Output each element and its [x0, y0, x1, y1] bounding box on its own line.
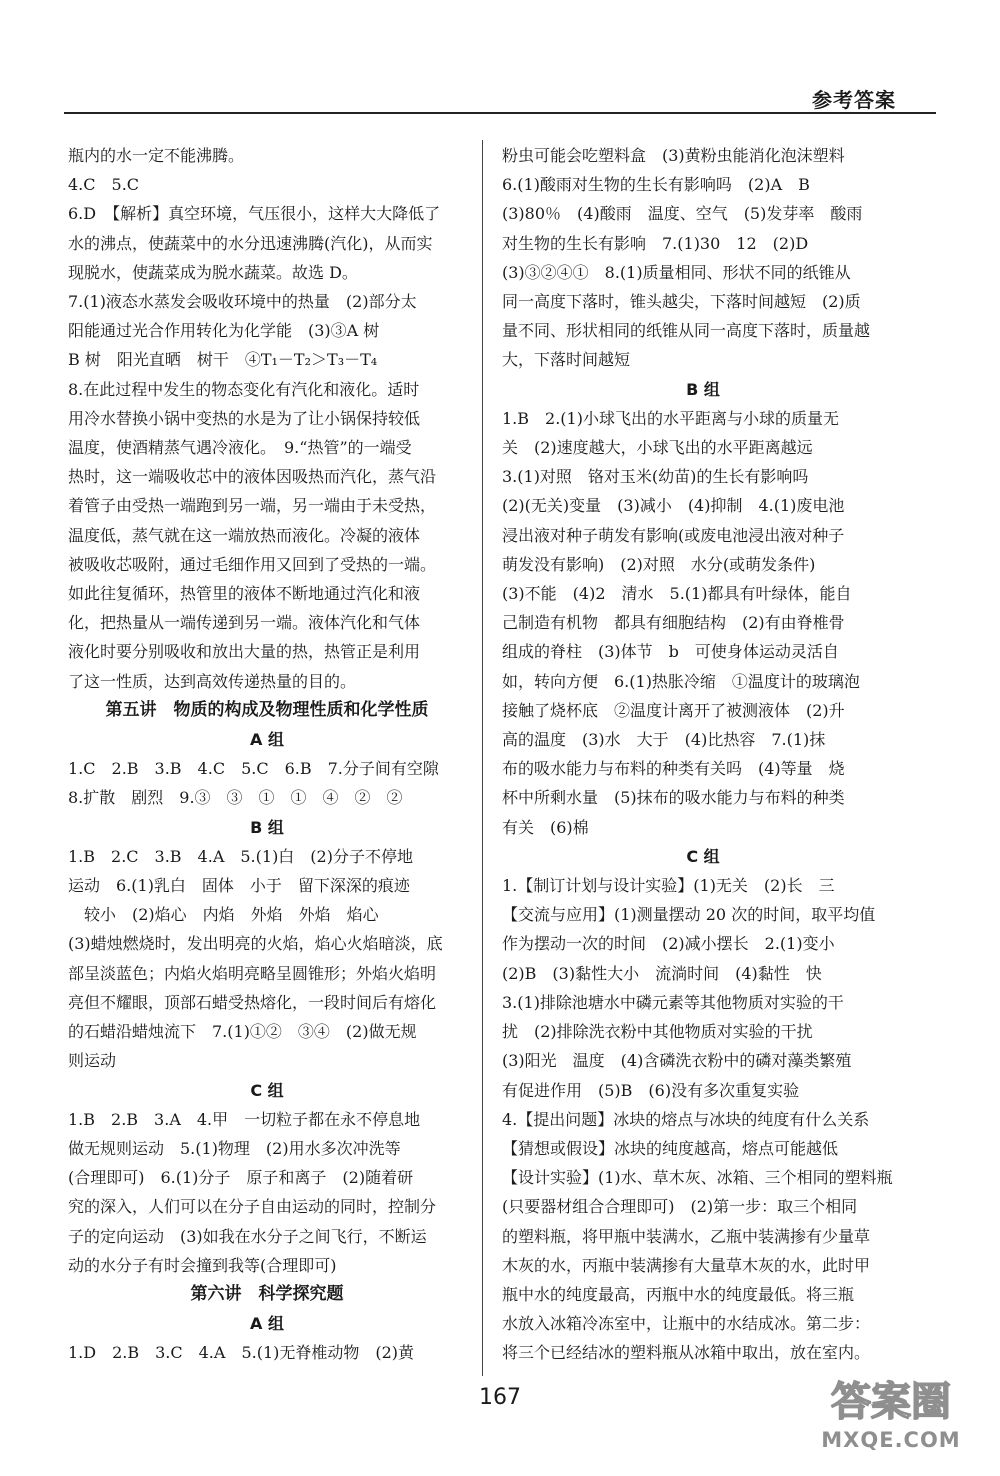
answer-line: 子的定向运动 (3)如我在水分子之间飞行，不断运 — [68, 1226, 427, 1246]
answer-line: 如，转向方便 6.(1)热胀冷缩 ①温度计的玻璃泡 — [502, 671, 860, 691]
answer-line: (2)(无关)变量 (3)减小 (4)抑制 4.(1)废电池 — [502, 496, 845, 516]
answer-line: (只要器材组合合理即可) (2)第一步：取三个相同 — [502, 1197, 858, 1217]
answer-line: 杯中所剩水量 (5)抹布的吸水能力与布料的种类 — [502, 788, 845, 808]
answer-line: 粉虫可能会吃塑料盒 (3)黄粉虫能消化泡沫塑料 — [502, 146, 845, 165]
answer-line: 做无规则运动 5.(1)物理 (2)用水多次冲洗等 — [68, 1138, 401, 1158]
answer-line: 亮但不耀眼，顶部石蜡受热熔化，一段时间后有熔化 — [68, 992, 437, 1012]
answer-line: (2)B (3)黏性大小 流淌时间 (4)黏性 快 — [502, 963, 822, 983]
answer-line: 1.B 2.(1)小球飞出的水平距离与小球的质量无 — [502, 408, 839, 428]
group-title: B 组 — [250, 817, 284, 837]
answer-line: (合理即可) 6.(1)分子 原子和离子 (2)随着研 — [68, 1168, 414, 1188]
answer-line: 1.B 2.C 3.B 4.A 5.(1)白 (2)分子不停地 — [68, 846, 413, 866]
answer-line: 萌发没有影响) (2)对照 水分(或萌发条件) — [502, 554, 816, 574]
group-title: C 组 — [686, 846, 720, 866]
watermark-logo — [816, 1376, 966, 1466]
answer-line: (3)80％ (4)酸雨 温度、空气 (5)发芽率 酸雨 — [502, 204, 863, 224]
answer-line: 有关 (6)棉 — [502, 817, 589, 837]
watermark-main-text: 答案圈 — [831, 1379, 951, 1425]
answer-line: 扰 (2)排除洗衣粉中其他物质对实验的干扰 — [502, 1022, 813, 1042]
answer-line: 部呈淡蓝色；内焰火焰明亮略呈圆锥形；外焰火焰明 — [68, 963, 437, 983]
answer-line: 瓶中水的纯度最高，丙瓶中水的纯度最低。将三瓶 — [502, 1284, 855, 1304]
answer-line: 8.扩散 剧烈 9.③ ③ ① ① ④ ② ② — [68, 788, 403, 808]
answer-line: 动的水分子有时会撞到我等(合理即可) — [68, 1255, 337, 1275]
answer-line: 化，把热量从一端传递到另一端。液体汽化和气体 — [68, 613, 421, 633]
column-divider — [482, 140, 483, 1376]
answer-line: (3)蜡烛燃烧时，发出明亮的火焰，焰心火焰暗淡，底 — [68, 934, 443, 954]
page-header-title: 参考答案 — [812, 88, 896, 112]
answer-line: (3)阳光 温度 (4)含磷洗衣粉中的磷对藻类繁殖 — [502, 1051, 852, 1071]
answer-line: 8.在此过程中发生的物态变化有汽化和液化。适时 — [68, 379, 420, 399]
answer-line: 同一高度下落时，锥头越尖，下落时间越短 (2)质 — [502, 292, 861, 312]
answer-line: 的塑料瓶，将甲瓶中装满水，乙瓶中装满掺有少量草 — [502, 1226, 871, 1246]
answer-line: 6.D 【解析】真空环境，气压很小，这样大大降低了 — [68, 204, 441, 224]
answer-line: B 树 阳光直晒 树干 ④T₁－T₂＞T₃－T₄ — [68, 350, 378, 370]
answer-line: 的石蜡沿蜡烛流下 7.(1)①② ③④ (2)做无规 — [68, 1022, 417, 1042]
answer-line: 【猜想或假设】冰块的纯度越高，熔点可能越低 — [502, 1138, 839, 1158]
answer-line: 水放入冰箱冷冻室中，让瓶中的水结成冰。第二步： — [502, 1314, 871, 1334]
answer-line: 浸出液对种子萌发有影响(或废电池浸出液对种子 — [502, 525, 845, 545]
answer-line: (3)不能 (4)2 清水 5.(1)都具有叶绿体，能自 — [502, 584, 852, 604]
answer-line: 有促进作用 (5)B (6)没有多次重复实验 — [502, 1080, 800, 1100]
answer-line: 布的吸水能力与布料的种类有关吗 (4)等量 烧 — [502, 759, 845, 779]
answer-line: 己制造有机物 都具有细胞结构 (2)有由脊椎骨 — [502, 613, 845, 633]
group-title: A 组 — [250, 1314, 284, 1334]
answer-line: 究的深入，人们可以在分子自由运动的同时，控制分 — [68, 1197, 437, 1217]
answer-line: 大，下落时间越短 — [502, 350, 631, 370]
right-column — [502, 141, 904, 1377]
group-title: C 组 — [250, 1080, 284, 1100]
answer-line: 1.C 2.B 3.B 4.C 5.C 6.B 7.分子间有空隙 — [68, 759, 439, 779]
answer-line: 7.(1)液态水蒸发会吸收环境中的热量 (2)部分太 — [68, 292, 417, 312]
answer-line: 温度，使酒精蒸气遇冷液化。 9.“热管”的一端受 — [68, 438, 412, 458]
answer-line: 组成的脊柱 (3)体节 b 可使身体运动灵活自 — [502, 642, 839, 662]
left-column — [68, 141, 466, 1377]
answer-line: 4.【提出问题】冰块的熔点与冰块的纯度有什么关系 — [502, 1109, 870, 1129]
answer-line: 则运动 — [68, 1051, 117, 1071]
answer-line: 3.(1)对照 铬对玉米(幼苗)的生长有影响吗 — [502, 467, 809, 487]
answer-line: 如此往复循环，热管里的液体不断地通过汽化和液 — [68, 584, 421, 604]
answer-line: 【交流与应用】(1)测量摆动 20 次的时间，取平均值 — [502, 905, 876, 925]
section-title: 第五讲 物质的构成及物理性质和化学性质 — [105, 699, 429, 720]
answer-line: 作为摆动一次的时间 (2)减小摆长 2.(1)变小 — [502, 934, 835, 954]
answer-line: 高的温度 (3)水 大于 (4)比热容 7.(1)抹 — [502, 730, 826, 750]
answer-line: 阳能通过光合作用转化为化学能 (3)③A 树 — [68, 321, 380, 341]
answer-line: 了这一性质，达到高效传递热量的目的。 — [68, 671, 357, 691]
answer-line: 木灰的水，丙瓶中装满掺有大量草木灰的水，此时甲 — [502, 1255, 871, 1275]
answer-line: 现脱水，使蔬菜成为脱水蔬菜。故选 D。 — [68, 262, 358, 282]
answer-line: 3.(1)排除池塘水中磷元素等其他物质对实验的干 — [502, 992, 844, 1012]
answer-line: 温度低，蒸气就在这一端放热而液化。冷凝的液体 — [68, 525, 421, 545]
answer-line: 较小 (2)焰心 内焰 外焰 外焰 焰心 — [68, 905, 379, 925]
group-title: A 组 — [250, 730, 284, 750]
answer-line: 1.B 2.B 3.A 4.甲 一切粒子都在永不停息地 — [68, 1109, 421, 1129]
answer-line: 接触了烧杯底 ②温度计离开了被测液体 (2)升 — [502, 700, 845, 720]
answer-line: 着管子由受热一端跑到另一端，另一端由于未受热， — [68, 496, 437, 516]
answer-line: 【设计实验】(1)水、草木灰、冰箱、三个相同的塑料瓶 — [502, 1168, 893, 1188]
answer-line: 1.D 2.B 3.C 4.A 5.(1)无脊椎动物 (2)黄 — [68, 1343, 415, 1363]
answer-line: 量不同、形状相同的纸锥从同一高度下落时，质量越 — [502, 321, 871, 341]
group-title: B 组 — [686, 379, 720, 399]
answer-line: 瓶内的水一定不能沸腾。 — [68, 146, 245, 165]
answer-line: 1.【制订计划与设计实验】(1)无关 (2)长 三 — [502, 876, 835, 896]
answer-line: 对生物的生长有影响 7.(1)30 12 (2)D — [502, 233, 809, 253]
answer-line: (3)③②④① 8.(1)质量相同、形状不同的纸锥从 — [502, 262, 851, 282]
header-rule — [64, 112, 936, 114]
answer-line: 4.C 5.C — [68, 175, 140, 195]
page-number: 167 — [479, 1385, 521, 1410]
answer-line: 热时，这一端吸收芯中的液体因吸热而汽化，蒸气沿 — [68, 467, 437, 487]
watermark-sub-text: MXQE.COM — [821, 1428, 961, 1452]
section-title: 第六讲 科学探究题 — [190, 1283, 344, 1304]
answer-line: 被吸收芯吸附，通过毛细作用又回到了受热的一端。 — [68, 554, 437, 574]
answer-line: 关 (2)速度越大，小球飞出的水平距离越远 — [502, 438, 813, 458]
answer-line: 6.(1)酸雨对生物的生长有影响吗 (2)A B — [502, 175, 810, 195]
answer-line: 水的沸点，使蔬菜中的水分迅速沸腾(汽化)，从而实 — [68, 233, 433, 253]
answer-line: 液化时要分别吸收和放出大量的热，热管正是利用 — [68, 642, 421, 662]
answer-line: 将三个已经结冰的塑料瓶从冰箱中取出，放在室内。 — [502, 1343, 871, 1363]
answer-line: 运动 6.(1)乳白 固体 小于 留下深深的痕迹 — [68, 876, 410, 896]
answer-line: 用冷水替换小锅中变热的水是为了让小锅保持较低 — [68, 408, 421, 428]
